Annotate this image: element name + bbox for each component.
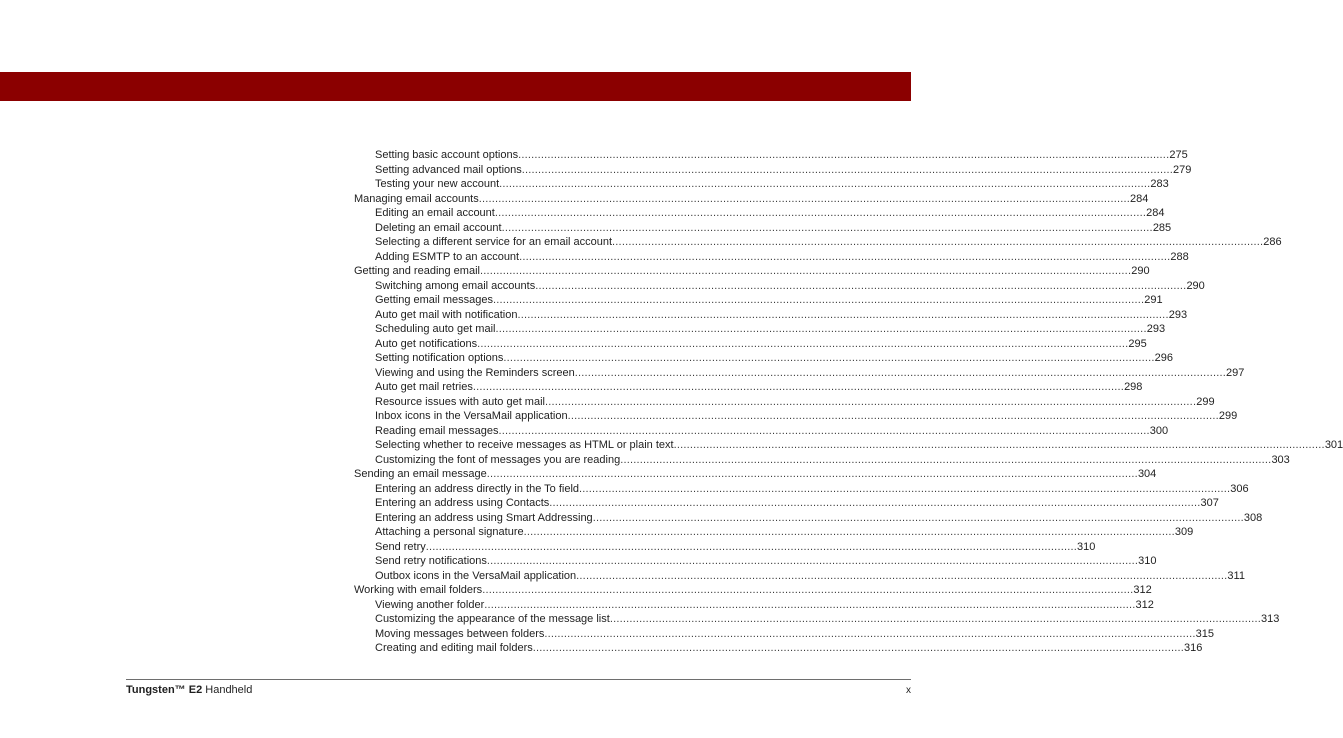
toc-subsection-entry[interactable] <box>354 554 1157 569</box>
toc-entry-page: 300 <box>1149 424 1169 437</box>
toc-subsection-entry[interactable] <box>354 627 1214 642</box>
toc-entry-page: 298 <box>1124 381 1143 393</box>
toc-dot-leader: ........................................................................................................................................................................................................ <box>503 352 1155 364</box>
toc-dot-leader: ........................................................................................................................................................................................................ <box>486 555 1139 567</box>
toc-dot-leader: ........................................................................................................................................................................................................ <box>495 323 1147 335</box>
toc-subsection-entry[interactable] <box>354 569 1245 584</box>
toc-dot-leader: ........................................................................................................................................................................................................ <box>477 337 1129 350</box>
toc-entry-title: Getting email messages <box>375 294 493 306</box>
toc-subsection-entry[interactable] <box>354 612 1280 627</box>
toc-entry-title: Setting notification options <box>375 352 504 364</box>
toc-entry-page: 299 <box>1196 395 1215 408</box>
toc-entry-page: 304 <box>1137 468 1157 480</box>
toc-entry-page: 283 <box>1150 178 1169 190</box>
toc-subsection-entry[interactable] <box>354 293 1163 308</box>
toc-dot-leader: ........................................................................................................................................................................................................ <box>518 149 1170 161</box>
toc-entry-title: Auto get mail with notification <box>375 308 518 321</box>
toc-dot-leader: ........................................................................................................................................................................................................ <box>517 308 1169 321</box>
toc-dot-leader: ........................................................................................................................................................................................................ <box>612 236 1264 248</box>
toc-entry-page: 315 <box>1195 627 1214 640</box>
footer-divider <box>126 679 911 680</box>
table-of-contents <box>354 148 1343 656</box>
toc-subsection-entry[interactable] <box>354 525 1194 540</box>
toc-dot-leader: ........................................................................................................................................................................................................ <box>535 279 1187 292</box>
toc-entry-title: Auto get mail retries <box>375 381 473 393</box>
toc-entry-page: 312 <box>1135 598 1154 611</box>
toc-entry-page: 279 <box>1173 163 1192 176</box>
toc-entry-title: Scheduling auto get mail <box>375 323 496 335</box>
toc-dot-leader: ........................................................................................................................................................................................................ <box>523 526 1175 538</box>
toc-entry-page: 310 <box>1138 555 1157 567</box>
toc-dot-leader: ........................................................................................................................................................................................................ <box>484 598 1136 611</box>
footer-product-suffix: Handheld <box>202 684 253 696</box>
toc-dot-leader: ........................................................................................................................................................................................................ <box>494 207 1147 219</box>
toc-entry-title: Entering an address directly in the To field <box>375 482 580 495</box>
toc-entry-page: 313 <box>1261 613 1280 625</box>
toc-subsection-entry[interactable] <box>354 540 1096 555</box>
toc-subsection-entry[interactable] <box>354 395 1215 410</box>
toc-entry-page: 290 <box>1131 265 1150 277</box>
toc-entry-title: Reading email messages <box>375 424 499 437</box>
toc-entry-page: 284 <box>1129 192 1149 205</box>
toc-entry-title: Editing an email account <box>375 207 495 219</box>
toc-entry-page: 307 <box>1200 497 1219 509</box>
toc-subsection-entry[interactable] <box>354 308 1188 323</box>
toc-subsection-entry[interactable] <box>354 598 1154 613</box>
toc-entry-title: Viewing and using the Reminders screen <box>375 366 575 379</box>
toc-entry-title: Send retry notifications <box>375 555 487 567</box>
toc-dot-leader: ........................................................................................................................................................................................................ <box>479 265 1132 277</box>
toc-entry-page: 316 <box>1184 642 1203 654</box>
toc-entry-title: Entering an address using Smart Addressing <box>375 511 593 524</box>
toc-dot-leader: ........................................................................................................................................................................................................ <box>501 221 1153 234</box>
toc-entry-title: Sending an email message <box>354 468 487 480</box>
toc-entry-page: 306 <box>1230 482 1249 495</box>
footer-page-number: x <box>906 685 911 696</box>
toc-entry-title: Deleting an email account <box>375 221 502 234</box>
toc-dot-leader: ........................................................................................................................................................................................................ <box>532 642 1184 654</box>
toc-entry-page: 311 <box>1227 569 1245 582</box>
toc-subsection-entry[interactable] <box>354 380 1143 395</box>
toc-entry-title: Auto get notifications <box>375 337 478 350</box>
toc-entry-title: Adding ESMTP to an account <box>375 250 520 263</box>
toc-dot-leader: ........................................................................................................................................................................................................ <box>576 569 1228 582</box>
toc-entry-page: 293 <box>1146 323 1166 335</box>
toc-entry-title: Selecting a different service for an email account <box>375 236 613 248</box>
toc-entry-page: 288 <box>1170 250 1189 263</box>
toc-dot-leader: ........................................................................................................................................................................................................ <box>620 453 1272 466</box>
toc-dot-leader: ........................................................................................................................................................................................................ <box>549 497 1201 509</box>
toc-dot-leader: ........................................................................................................................................................................................................ <box>579 482 1231 495</box>
toc-section-entry[interactable] <box>354 583 1152 598</box>
toc-entry-title: Working with email folders <box>354 584 483 596</box>
toc-dot-leader: ........................................................................................................................................................................................................ <box>592 511 1244 524</box>
toc-entry-page: 285 <box>1152 221 1172 234</box>
toc-subsection-entry[interactable] <box>354 163 1192 178</box>
toc-dot-leader: ........................................................................................................................................................................................................ <box>486 468 1138 480</box>
toc-entry-title: Creating and editing mail folders <box>375 642 533 654</box>
toc-entry-page: 308 <box>1243 511 1263 524</box>
toc-dot-leader: ........................................................................................................................................................................................................ <box>519 250 1171 263</box>
toc-dot-leader: ........................................................................................................................................................................................................ <box>478 192 1130 205</box>
toc-entry-page: 301 <box>1324 439 1343 451</box>
toc-entry-title: Moving messages between folders <box>375 627 545 640</box>
toc-section-entry[interactable] <box>354 192 1149 207</box>
toc-dot-leader: ........................................................................................................................................................................................................ <box>544 627 1196 640</box>
toc-entry-title: Attaching a personal signature <box>375 526 524 538</box>
toc-entry-page: 293 <box>1168 308 1188 321</box>
footer-product-name <box>126 684 252 696</box>
toc-entry-title: Getting and reading email <box>354 265 480 277</box>
toc-dot-leader: ........................................................................................................................................................................................................ <box>673 439 1325 451</box>
toc-subsection-entry[interactable] <box>354 148 1188 163</box>
toc-dot-leader: ........................................................................................................................................................................................................ <box>521 163 1173 176</box>
toc-subsection-entry[interactable] <box>354 409 1238 424</box>
toc-dot-leader: ........................................................................................................................................................................................................ <box>567 410 1219 422</box>
toc-entry-page: 309 <box>1174 526 1194 538</box>
toc-dot-leader: ........................................................................................................................................................................................................ <box>498 424 1150 437</box>
toc-section-entry[interactable] <box>354 264 1150 279</box>
toc-entry-page: 312 <box>1133 584 1152 596</box>
toc-entry-title: Customizing the appearance of the message list <box>375 613 610 625</box>
toc-subsection-entry[interactable] <box>354 337 1147 352</box>
toc-subsection-entry[interactable] <box>354 511 1263 526</box>
toc-entry-page: 284 <box>1146 207 1165 219</box>
toc-subsection-entry[interactable] <box>354 438 1343 453</box>
toc-entry-page: 310 <box>1076 540 1096 553</box>
toc-dot-leader: ........................................................................................................................................................................................................ <box>425 540 1077 553</box>
toc-dot-leader: ........................................................................................................................................................................................................ <box>544 395 1197 408</box>
toc-entry-title: Entering an address using Contacts <box>375 497 550 509</box>
toc-subsection-entry[interactable] <box>354 453 1290 468</box>
toc-subsection-entry[interactable] <box>354 424 1169 439</box>
toc-entry-page: 296 <box>1154 352 1174 364</box>
header-bar <box>0 72 911 101</box>
toc-entry-page: 303 <box>1271 453 1290 466</box>
toc-entry-page: 275 <box>1169 149 1188 161</box>
toc-subsection-entry[interactable] <box>354 482 1249 497</box>
toc-entry-page: 299 <box>1218 410 1238 422</box>
toc-entry-page: 291 <box>1144 294 1163 306</box>
toc-dot-leader: ........................................................................................................................................................................................................ <box>609 613 1262 625</box>
toc-dot-leader: ........................................................................................................................................................................................................ <box>493 294 1145 306</box>
toc-entry-title: Inbox icons in the VersaMail application <box>375 410 568 422</box>
toc-section-entry[interactable] <box>354 467 1157 482</box>
toc-entry-page: 290 <box>1186 279 1205 292</box>
toc-entry-title: Customizing the font of messages you are reading <box>375 453 621 466</box>
toc-subsection-entry[interactable] <box>354 279 1205 294</box>
toc-subsection-entry[interactable] <box>354 366 1245 381</box>
toc-entry-title: Outbox icons in the VersaMail application <box>375 569 577 582</box>
toc-entry-title: Send retry <box>375 540 426 553</box>
toc-subsection-entry[interactable] <box>354 177 1169 192</box>
toc-entry-title: Managing email accounts <box>354 192 479 205</box>
toc-entry-title: Switching among email accounts <box>375 279 536 292</box>
toc-subsection-entry[interactable] <box>354 641 1203 656</box>
toc-dot-leader: ........................................................................................................................................................................................................ <box>482 584 1134 596</box>
toc-entry-title: Setting advanced mail options <box>375 163 522 176</box>
toc-entry-title: Viewing another folder <box>375 598 485 611</box>
toc-entry-page: 297 <box>1225 366 1245 379</box>
toc-subsection-entry[interactable] <box>354 250 1189 265</box>
toc-entry-page: 295 <box>1128 337 1147 350</box>
toc-entry-title: Setting basic account options <box>375 149 519 161</box>
toc-subsection-entry[interactable] <box>354 351 1174 366</box>
toc-dot-leader: ........................................................................................................................................................................................................ <box>499 178 1151 190</box>
toc-subsection-entry[interactable] <box>354 206 1165 221</box>
toc-subsection-entry[interactable] <box>354 221 1172 236</box>
toc-entry-title: Selecting whether to receive messages as HTML or plain text <box>375 439 674 451</box>
toc-entry-title: Testing your new account <box>375 178 500 190</box>
toc-subsection-entry[interactable] <box>354 496 1219 511</box>
toc-entry-title: Resource issues with auto get mail <box>375 395 545 408</box>
toc-entry-page: 286 <box>1263 236 1282 248</box>
footer-product-brand: Tungsten™ E2 <box>126 684 203 696</box>
toc-dot-leader: ........................................................................................................................................................................................................ <box>472 381 1125 393</box>
toc-subsection-entry[interactable] <box>354 322 1166 337</box>
toc-dot-leader: ........................................................................................................................................................................................................ <box>574 366 1226 379</box>
toc-subsection-entry[interactable] <box>354 235 1282 250</box>
